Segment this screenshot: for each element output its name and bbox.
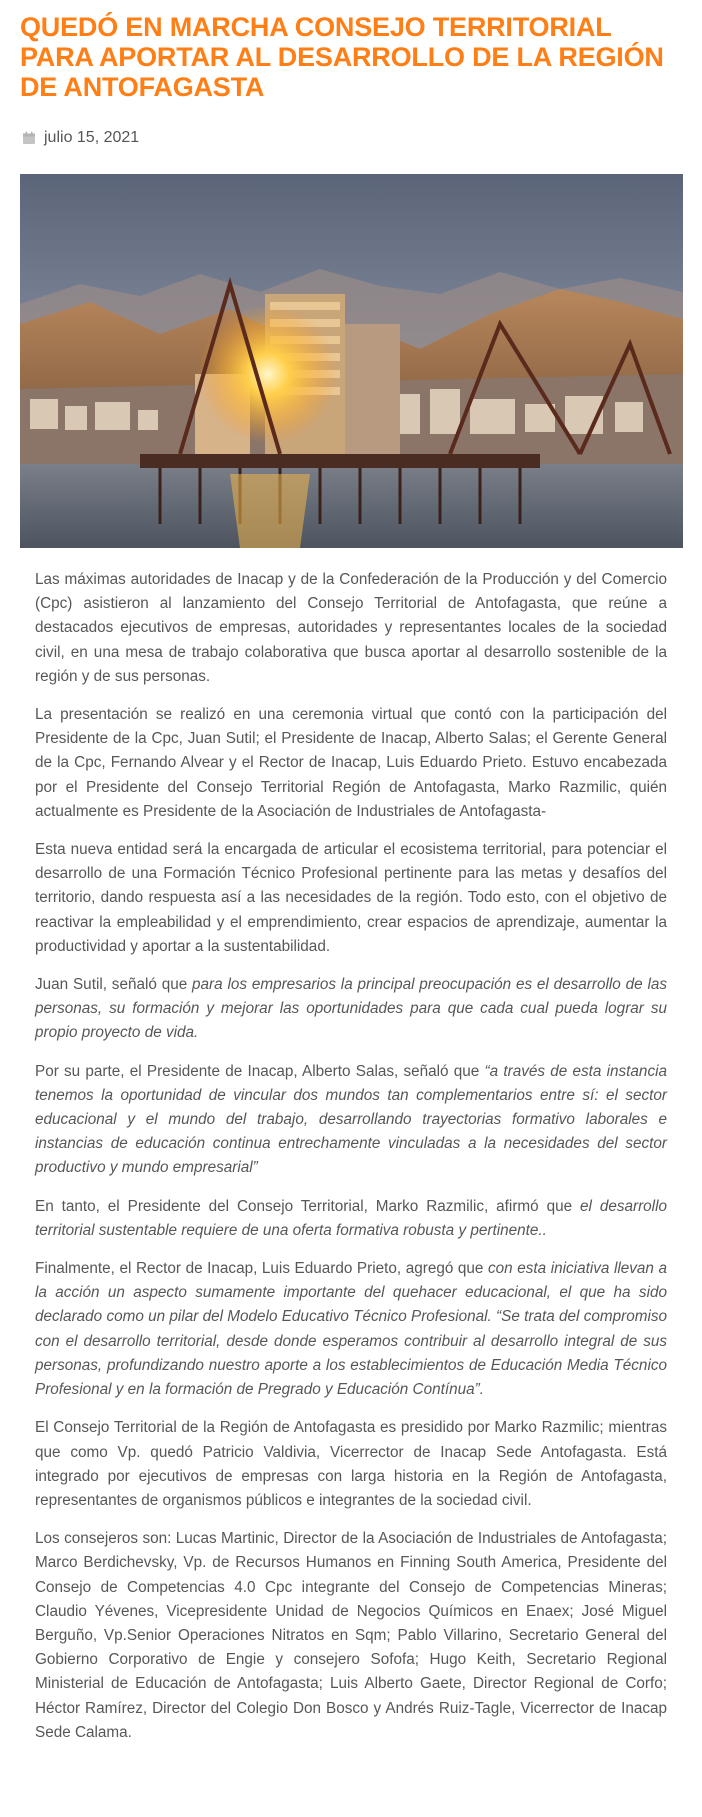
hero-image[interactable] [20, 174, 683, 548]
paragraph-text: Los consejeros son: Lucas Martinic, Director de la Asociación de Industriales de Antofagasta; Marco Berdichevsky, Vp. de Recursos Humanos en Finning South America, Presidente del Consejo de Competencias 4.0 Cpc integrante del Consejo de Competencias Mineras; Claudio Yévenes, Vicepresidente Unidad de Negocios Químicos en Enaex; José Miguel Berguño, Vp.Senior Operaciones Nitratos en Sqm; Pablo Villarino, Secretario General del Gobierno Corporativo de Engie y consejero Sofofa; Hugo Keith, Secretario Regional Ministerial de Educación de Antofagasta; Luis Alberto Gaete, Director Regional de Corfo; Héctor Ramírez, Director del Colegio Don Bosco y Andrés Ruiz-Tagle, Vicerrector de Inacap Sede Calama. [35, 1530, 667, 1741]
quote-text: para los empresarios la principal preocupación es el desarrollo de las personas, su formación y mejorar las oportunidades para que cada cual pueda lograr su propio proyecto de vida. [35, 976, 668, 1042]
paragraph-text: En tanto, el Presidente del Consejo Territorial, Marko Razmilic, afirmó que [35, 1197, 580, 1215]
article-paragraph [35, 838, 667, 959]
quote-text: con esta iniciativa llevan a la acción un aspecto sumamente importante del quehacer educacional, el que ha sido declarado como un pilar del Modelo Educativo Técnico Profesional. “Se trata del compromiso con el desarrollo territorial, desde donde esperamos contribuir al desarrollo integral de sus personas, profundizando nuestro aporte a los establecimientos de Educación Media Técnico Profesional y en la formación de Pregrado y Educación Contínua”. [35, 1260, 667, 1399]
article-title: QUEDÓ EN MARCHA CONSEJO TERRITORIAL PARA APORTAR AL DESARROLLO DE LA REGIÓN DE ANTOFAGASTA [20, 12, 664, 102]
quote-text: el desarrollo territorial sustentable requiere de una oferta formativa robusta y pertinente.. [35, 1197, 667, 1239]
paragraph-text: Esta nueva entidad será la encargada de articular el ecosistema territorial, para potenciar el desarrollo de una Formación Técnico Profesional pertinente para las metas y desafíos del territorio, dando respuesta así a las necesidades de la región. Todo esto, con el objetivo de reactivar la empleabilidad y el emprendimiento, crear espacios de aprendizaje, aumentar la productividad y aportar a la sustentabilidad. [35, 841, 667, 955]
paragraph-text: El Consejo Territorial de la Región de Antofagasta es presidido por Marko Razmilic; mientras que como Vp. quedó Patricio Valdivia, Vicerrector de Inacap Sede Antofagasta. Está integrado por ejecutivos de empresas con larga historia en la Región de Antofagasta, representantes de organismos públicos e integrantes de la sociedad civil. [35, 1419, 667, 1509]
quote-text: “a través de esta instancia tenemos la oportunidad de vincular dos mundos tan complementarios entre sí: el sector educacional y el mundo del trabajo, desarrollando trayectorias formativo laborales e instancias de educación continua entrechamente vinculadas a la necesidades del sector productivo y mundo empresarial” [35, 1062, 667, 1177]
article-paragraph [35, 973, 667, 1046]
post-meta [22, 128, 139, 148]
paragraph-text: Las máximas autoridades de Inacap y de la Confederación de la Producción y del Comercio (Cpc) asistieron al lanzamiento del Consejo Territorial de Antofagasta, que reúne a destacados ejecutivos de empresas, autoridades y representantes locales de la sociedad civil, en una mesa de trabajo colaborativa que busca aportar al desarrollo sostenible de la región y de sus personas. [35, 571, 667, 685]
article-paragraph [35, 568, 667, 689]
article-paragraph [35, 1060, 667, 1181]
paragraph-text: La presentación se realizó en una ceremonia virtual que contó con la participación del Presidente de la Cpc, Juan Sutil; el Presidente de Inacap, Alberto Salas; el Gerente General de la Cpc, Fernando Alvear y el Rector de Inacap, Luis Eduardo Prieto. Estuvo encabezada por el Presidente del Consejo Territorial Región de Antofagasta, Marko Razmilic, quién actualmente es Presidente de la Asociación de Industriales de Antofagasta- [35, 706, 667, 820]
article-paragraph [35, 703, 667, 824]
article-paragraph [35, 1195, 667, 1243]
article-paragraph [35, 1257, 667, 1402]
post-date: julio 15, 2021 [44, 129, 140, 146]
paragraph-text: Por su parte, el Presidente de Inacap, Alberto Salas, señaló que [35, 1062, 485, 1080]
article-paragraph [35, 1416, 667, 1513]
paragraph-text: Finalmente, el Rector de Inacap, Luis Eduardo Prieto, agregó que [35, 1260, 489, 1278]
calendar-icon [22, 131, 36, 145]
article-paragraph [35, 1527, 667, 1745]
paragraph-text: Juan Sutil, señaló que [35, 976, 193, 994]
article-body [35, 568, 667, 1759]
